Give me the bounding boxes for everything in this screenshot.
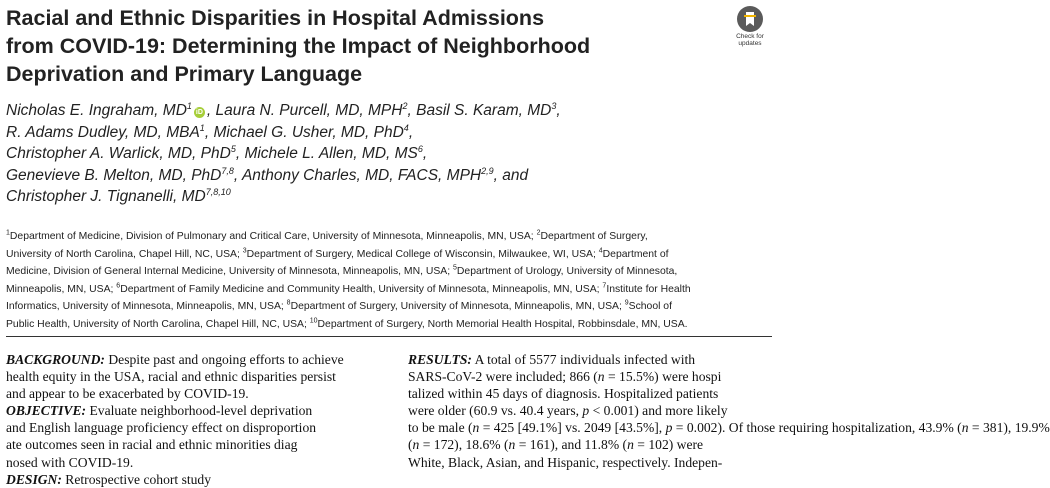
results-line: White, Black, Asian, and Hispanic, respectively. Indepen- bbox=[408, 454, 723, 470]
affiliation-line: Public Health, University of North Carolina, Chapel Hill, NC, USA; $^{10}$Department of Surgery, North Memorial Health Hospital, Robbinsdale, MN, USA. bbox=[6, 317, 688, 330]
affiliation-line: $^1$Department of Medicine, Division of Pulmonary and Critical Care, University of Minnesota, Minneapolis, MN, USA; $^2$Department of Surgery, bbox=[6, 229, 648, 242]
affiliation-text: University of North Carolina, Chapel Hill, NC, USA; bbox=[6, 248, 243, 260]
title-line: Racial and Ethnic Disparities in Hospital Admissions bbox=[6, 6, 545, 30]
badge-label-line2: updates bbox=[738, 40, 762, 47]
affiliation-text: Institute for Health bbox=[606, 283, 691, 295]
author-name[interactable]: Laura N. Purcell, MD, MPH bbox=[215, 102, 403, 119]
badge-label-line1: Check for bbox=[736, 33, 764, 40]
affiliation-line: University of North Carolina, Chapel Hill, NC, USA; $^3$Department of Surgery, Medical College of Wisconsin, Milwaukee, WI, USA; $^4$Department of bbox=[6, 247, 669, 260]
results-line: talized within 45 days of diagnosis. Hospitalized patients bbox=[408, 386, 719, 402]
affiliation-text: Public Health, University of North Carolina, Chapel Hill, NC, USA; bbox=[6, 318, 310, 330]
results-line: to be male (n = 425 [49.1%] vs. 2049 [43.5%], p = 0.002). Of those requiring hospitalization, 43.9% (n = 381), 19.9% bbox=[408, 420, 1050, 436]
author-name[interactable]: Basil S. Karam, MD bbox=[416, 102, 552, 119]
affiliation-text: Department of bbox=[602, 248, 669, 260]
objective-line: OBJECTIVE: Evaluate neighborhood-level deprivation bbox=[6, 403, 313, 419]
author-line: Christopher J. Tignanelli, MD$^{7,8,10}$ bbox=[6, 186, 231, 205]
check-for-updates-badge[interactable] bbox=[728, 6, 772, 50]
author-name[interactable]: Genevieve B. Melton, MD, PhD bbox=[6, 166, 222, 184]
affiliation-text: Medicine, Division of General Internal Medicine, University of Minnesota, Minneapolis, MN, USA; bbox=[6, 266, 453, 277]
background-line: and appear to be exacerbated by COVID-19. bbox=[6, 386, 249, 402]
author-line: Nicholas E. Ingraham, $MD^1iD$ , Laura N. Purcell, MD, MPH$^2$, Basil S. Karam, $MD^3$, bbox=[6, 100, 561, 119]
author-name[interactable]: Nicholas E. Ingraham, MD bbox=[6, 102, 187, 119]
background-line: BACKGROUND: Despite past and ongoing efforts to achieve bbox=[6, 352, 344, 367]
author-name[interactable]: Michael G. Usher, MD, PhD bbox=[213, 123, 404, 141]
affiliation-line: Informatics, University of Minnesota, Minneapolis, MN, USA; $^8$Department of Surgery, University of Minnesota, Minneapolis, MN, USA; $^9$School of bbox=[6, 299, 672, 312]
author-name[interactable]: Christopher A. Warlick, MD, PhD bbox=[6, 145, 231, 162]
bookmark-ribbon-icon bbox=[737, 6, 763, 32]
abstract-left-column bbox=[6, 351, 376, 488]
affiliation-line: Minneapolis, MN, USA; $^6$Department of Family Medicine and Community Health, University of Minnesota, Minneapolis, MN, USA; $^7$Institute for Health bbox=[6, 282, 691, 295]
title-line: Deprivation and Primary Language bbox=[6, 62, 363, 86]
affiliation-text: Department of Urology, University of Minnesota, bbox=[456, 266, 678, 277]
affiliation-text: Minneapolis, MN, USA; bbox=[6, 283, 117, 295]
affiliations bbox=[6, 228, 776, 333]
section-divider bbox=[6, 336, 772, 337]
author-line: Christopher A. Warlick, MD, PhD$^5$, Michele L. Allen, MD, $MS^6$, bbox=[6, 143, 428, 162]
author-name[interactable]: Anthony Charles, MD, FACS, MPH bbox=[241, 166, 482, 184]
title-line: from COVID-19: Determining the Impact of Neighborhood bbox=[6, 34, 591, 58]
results-line: RESULTS: A total of 5577 individuals infected with bbox=[408, 352, 696, 367]
author-line: R. Adams Dudley, MD, MBA$^1$, Michael G. Usher, MD, PhD$^4$, bbox=[6, 122, 414, 141]
affiliation-text: Department of Surgery, bbox=[540, 231, 648, 242]
background-line: health equity in the USA, racial and ethnic disparities persist bbox=[6, 369, 336, 385]
author-name[interactable]: Michele L. Allen, MD, MS bbox=[244, 145, 418, 162]
results-line: SARS-CoV-2 were included; 866 (n = 15.5%) were hospi bbox=[408, 369, 722, 385]
orcid-icon[interactable]: iD bbox=[195, 109, 203, 116]
affiliation-text: Informatics, University of Minnesota, Minneapolis, MN, USA; bbox=[6, 301, 287, 312]
results-line: (n = 172), 18.6% (n = 161), and 11.8% (n = 102) were bbox=[408, 437, 704, 453]
affiliation-line: Medicine, Division of General Internal Medicine, University of Minnesota, Minneapolis, MN, USA; $^5$Department of Urology, University of Minnesota, bbox=[6, 264, 678, 277]
article-title bbox=[6, 4, 706, 88]
author-line: Genevieve B. Melton, MD, PhD$^{7,8}$, Anthony Charles, MD, FACS, MPH$^{2,9}$, and bbox=[6, 165, 529, 184]
objective-line: nosed with COVID-19. bbox=[6, 454, 134, 470]
author-name[interactable]: R. Adams Dudley, MD, MBA bbox=[6, 123, 200, 141]
design-line: DESIGN: Retrospective cohort study bbox=[6, 471, 212, 487]
results-line: were older (60.9 vs. 40.4 years, p < 0.001) and more likely bbox=[408, 403, 728, 419]
objective-line: and English language proficiency effect on disproportion bbox=[6, 420, 317, 436]
abstract-right-column bbox=[408, 351, 1050, 471]
affiliation-text: School of bbox=[628, 301, 672, 312]
author-list bbox=[6, 100, 776, 208]
author-name[interactable]: Christopher J. Tignanelli, MD bbox=[6, 188, 206, 205]
objective-line: ate outcomes seen in racial and ethnic minorities diag bbox=[6, 437, 298, 453]
